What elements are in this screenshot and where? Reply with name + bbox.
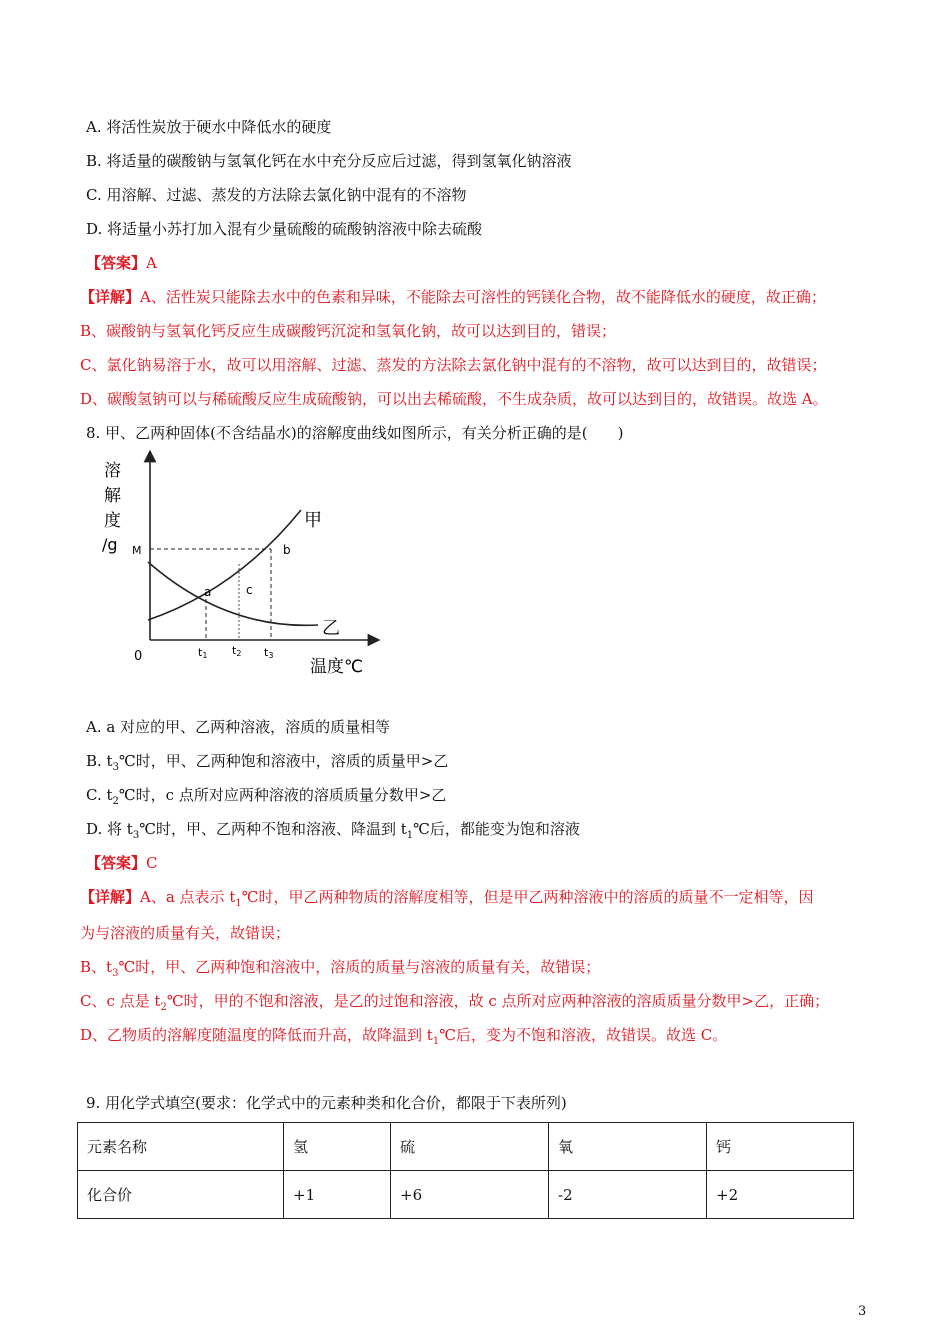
page-number: 3 [858, 1304, 867, 1319]
answer-tag: 【答案】 [86, 854, 147, 872]
table-cell: 硫 [391, 1123, 549, 1171]
tick-t2: t2 [232, 644, 242, 658]
solubility-graph [96, 450, 386, 690]
y-label-1: 溶 [104, 461, 121, 481]
y-label-2: 解 [104, 486, 121, 506]
q7-detail-d: D、碳酸氢钠可以与稀硫酸反应生成硫酸钠，可以出去稀硫酸，不生成杂质，故可以达到目的，故错误。故选 A。 [80, 390, 828, 408]
curve-yi [148, 562, 318, 625]
q8-detail-a1: 【详解】A、a 点表示 $t_1℃$时，甲乙两种物质的溶解度相等，但是甲乙两种溶液中的溶质的质量不一定相等，因 [80, 888, 814, 909]
y-label-3: 度 [104, 511, 121, 531]
q7-option-a: A. 将活性炭放于硬水中降低水的硬度 [86, 118, 332, 136]
q8-detail-c: C、c 点是 $t_2℃$时，甲的不饱和溶液，是乙的过饱和溶液，故 c 点所对应两种溶液的溶质质量分数甲>乙，正确； [80, 992, 830, 1013]
q8-option-a: A. a 对应的甲、乙两种溶液，溶质的质量相等 [86, 718, 391, 736]
tick-t3: t3 [264, 646, 274, 660]
tick-t1: t1 [198, 646, 208, 660]
answer-tag: 【答案】 [86, 254, 147, 272]
table-cell: -2 [549, 1171, 707, 1219]
q8-detail-b: B、$t_3℃$时，甲、乙两种饱和溶液中，溶质的质量与溶液的质量有关，故错误； [80, 958, 601, 979]
answer-value: A [146, 254, 157, 272]
table-cell: 氢 [284, 1123, 391, 1171]
q8-answer [86, 853, 158, 873]
q8-option-c: C. $t_2℃$时，c 点所对应两种溶液的溶质质量分数甲>乙 [86, 786, 447, 807]
q8-option-b: B. $t_3℃$时，甲、乙两种饱和溶液中，溶质的质量甲>乙 [86, 752, 449, 773]
q8-option-d: D. 将 $t_3℃$时，甲、乙两种不饱和溶液、降温到 $t_1℃$后，都能变为饱和溶液 [86, 820, 580, 841]
q7-detail-b: B、碳酸钠与氢氧化钙反应生成碳酸钙沉淀和氢氧化钠，故可以达到目的，错误； [80, 322, 617, 340]
m-label: M [132, 544, 142, 557]
q7-option-c: C. 用溶解、过滤、蒸发的方法除去氯化钠中混有的不溶物 [86, 186, 467, 204]
curve-jia-label: 甲 [304, 510, 322, 531]
table-cell: +2 [707, 1171, 854, 1219]
q9-stem: 9. 用化学式填空(要求：化学式中的元素种类和化合价，都限于下表所列) [86, 1094, 567, 1112]
origin-label: 0 [134, 649, 143, 664]
q7-option-b: B. 将适量的碳酸钠与氢氧化钙在水中充分反应后过滤，得到氢氧化钠溶液 [86, 152, 572, 170]
table-cell: 化合价 [78, 1171, 284, 1219]
point-a-label: a [204, 585, 212, 599]
q7-answer [86, 253, 157, 273]
table-cell: 氧 [549, 1123, 707, 1171]
table-row [78, 1171, 854, 1219]
valence-table [77, 1122, 854, 1219]
q7-detail-a: 【详解】A、活性炭只能除去水中的色素和异味，不能除去可溶性的钙镁化合物，故不能降低水的硬度，故正确； [80, 288, 826, 306]
q7-detail-c: C、氯化钠易溶于水，故可以用溶解、过滤、蒸发的方法除去氯化钠中混有的不溶物，故可以达到目的，故错误； [80, 356, 827, 374]
table-cell: +1 [284, 1171, 391, 1219]
point-c-label: c [246, 583, 253, 597]
table-cell: 钙 [707, 1123, 854, 1171]
detail-tag: 【详解】 [80, 288, 141, 306]
table-row [78, 1123, 854, 1171]
q8-stem: 8. 甲、乙两种固体(不含结晶水)的溶解度曲线如图所示，有关分析正确的是( ) [86, 424, 624, 442]
x-label: 温度℃ [310, 657, 364, 677]
q7-option-d: D. 将适量小苏打加入混有少量硫酸的硫酸钠溶液中除去硫酸 [86, 220, 483, 238]
table-cell: +6 [391, 1171, 549, 1219]
curve-yi-label: 乙 [322, 618, 340, 639]
table-cell: 元素名称 [78, 1123, 284, 1171]
q8-detail-a2: 为与溶液的质量有关，故错误； [80, 924, 291, 942]
answer-value: C [146, 854, 158, 872]
y-label-4: /g [102, 535, 118, 554]
curve-jia [148, 510, 301, 620]
point-b-label: b [283, 543, 291, 557]
q8-detail-d: D、乙物质的溶解度随温度的降低而升高，故降温到 $t_1℃$后，变为不饱和溶液，故错误。故选 C。 [80, 1026, 728, 1047]
detail-tag: 【详解】 [80, 888, 141, 906]
